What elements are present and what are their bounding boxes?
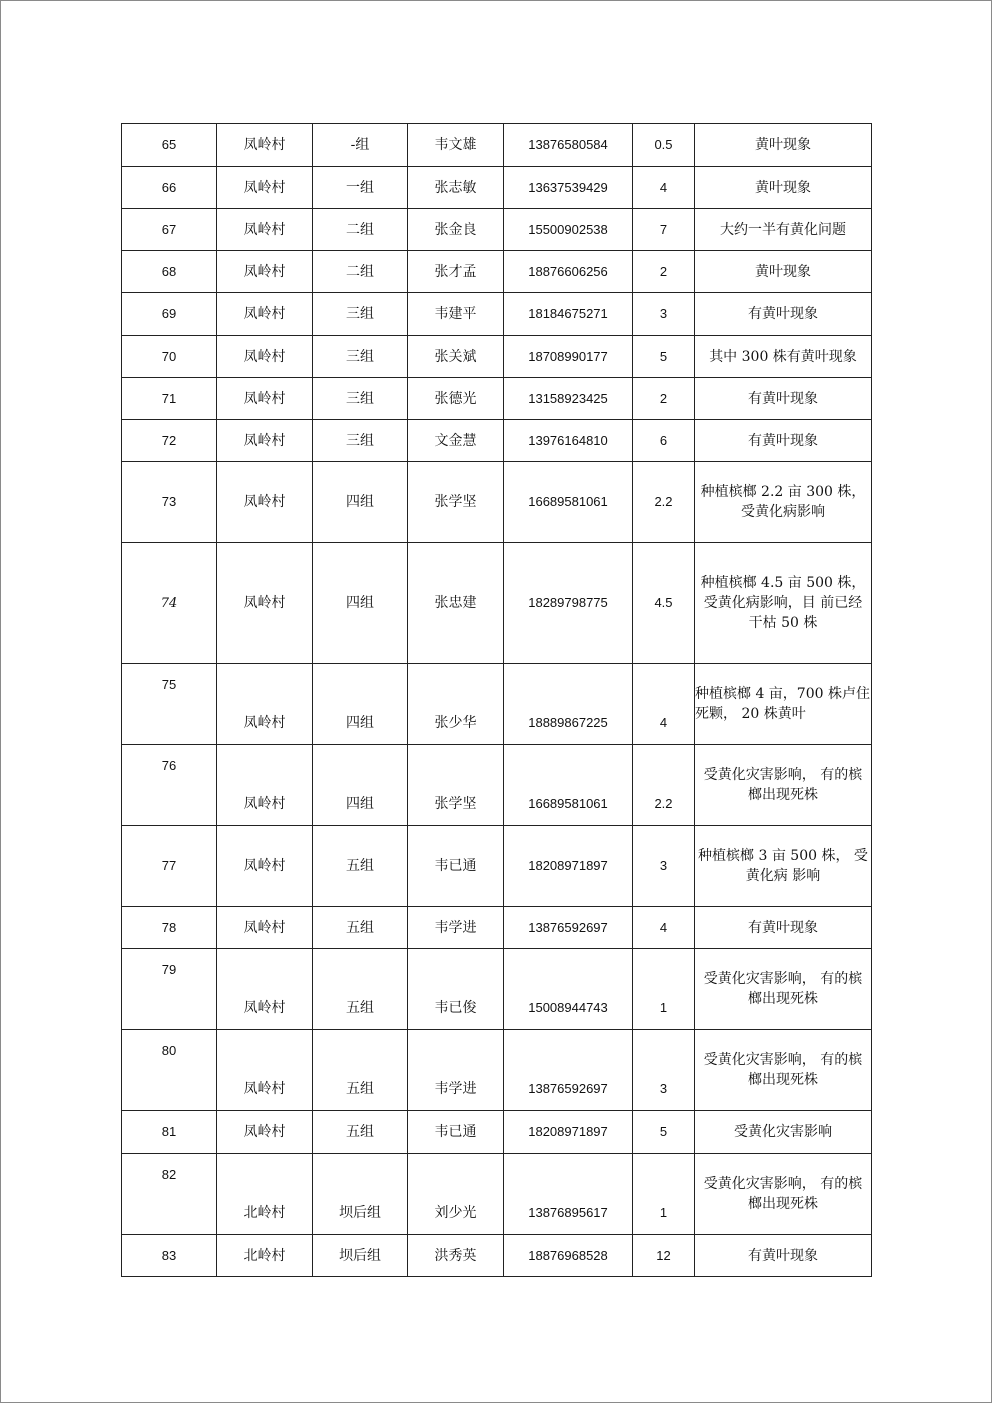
phone-cell: 18876606256 [504, 251, 633, 293]
group-cell: 四组 [313, 462, 408, 543]
area-cell: 3 [633, 826, 695, 907]
group-cell: 坝后组 [313, 1154, 408, 1235]
table-row [122, 664, 872, 745]
name-cell: 韦已俊 [408, 949, 504, 1030]
village-cell: 凤岭村 [217, 1111, 313, 1154]
row-index-cell: 66 [122, 167, 217, 209]
note-line: 受黄化灾害影响， 有的槟 [703, 767, 863, 783]
group-cell: 一组 [313, 167, 408, 209]
row-index-cell: 65 [122, 124, 217, 167]
area-cell: 7 [633, 209, 695, 251]
note-line: 榔出现死株 [748, 787, 818, 803]
note-line: 种植槟榔 3 亩 500 株， 受 [698, 848, 868, 864]
phone-cell: 18708990177 [504, 336, 633, 378]
village-cell: 凤岭村 [217, 124, 313, 167]
row-index-cell: 73 [122, 462, 217, 543]
note-cell [695, 1111, 872, 1154]
name-cell: 张才孟 [408, 251, 504, 293]
table-row [122, 826, 872, 907]
row-index-cell: 83 [122, 1235, 217, 1277]
name-cell: 韦文雄 [408, 124, 504, 167]
phone-cell: 18208971897 [504, 826, 633, 907]
note-line: 有黄叶现象 [748, 432, 818, 449]
note-line: 榔出现死株 [748, 991, 818, 1007]
row-index-cell: 71 [122, 378, 217, 420]
table-row [122, 293, 872, 336]
group-cell: 五组 [313, 949, 408, 1030]
phone-cell: 18289798775 [504, 543, 633, 664]
note-line: 有黄叶现象 [748, 1247, 818, 1264]
village-cell: 凤岭村 [217, 949, 313, 1030]
table-row [122, 907, 872, 949]
village-cell: 凤岭村 [217, 1030, 313, 1111]
note-cell [695, 1235, 872, 1277]
phone-cell: 15008944743 [504, 949, 633, 1030]
village-cell: 北岭村 [217, 1235, 313, 1277]
village-cell: 凤岭村 [217, 209, 313, 251]
row-index-cell: 77 [122, 826, 217, 907]
group-cell: 三组 [313, 378, 408, 420]
note-cell [695, 1030, 872, 1111]
village-cell: 凤岭村 [217, 167, 313, 209]
phone-cell: 18208971897 [504, 1111, 633, 1154]
phone-cell: 15500902538 [504, 209, 633, 251]
village-cell: 凤岭村 [217, 293, 313, 336]
note-cell [695, 826, 872, 907]
note-cell [695, 378, 872, 420]
phone-cell: 18889867225 [504, 664, 633, 745]
village-cell: 凤岭村 [217, 462, 313, 543]
note-line: 黄叶现象 [755, 263, 811, 280]
area-cell: 3 [633, 1030, 695, 1111]
note-line: 受黄化病影响 [741, 504, 825, 520]
name-cell: 文金慧 [408, 420, 504, 462]
note-line: 受黄化病影响，目 前已经 [703, 595, 863, 611]
phone-cell: 13637539429 [504, 167, 633, 209]
name-cell: 韦学进 [408, 907, 504, 949]
row-index-cell: 82 [122, 1154, 217, 1235]
village-cell: 北岭村 [217, 1154, 313, 1235]
group-cell: 五组 [313, 1030, 408, 1111]
phone-cell: 16689581061 [504, 745, 633, 826]
name-cell: 张志敏 [408, 167, 504, 209]
name-cell: 张忠建 [408, 543, 504, 664]
table-row [122, 745, 872, 826]
area-cell: 4 [633, 664, 695, 745]
row-index-cell: 80 [122, 1030, 217, 1111]
name-cell: 韦学进 [408, 1030, 504, 1111]
note-cell [695, 420, 872, 462]
phone-cell: 13876592697 [504, 907, 633, 949]
records-table [121, 123, 872, 1277]
row-index-cell: 81 [122, 1111, 217, 1154]
note-cell [695, 543, 872, 664]
name-cell: 张学坚 [408, 745, 504, 826]
group-cell: 二组 [313, 209, 408, 251]
village-cell: 凤岭村 [217, 664, 313, 745]
group-cell: 坝后组 [313, 1235, 408, 1277]
group-cell: 三组 [313, 336, 408, 378]
phone-cell: 13876580584 [504, 124, 633, 167]
area-cell: 4.5 [633, 543, 695, 664]
row-index-cell: 69 [122, 293, 217, 336]
group-cell: 五组 [313, 826, 408, 907]
name-cell: 张德光 [408, 378, 504, 420]
note-line: 榔出现死株 [748, 1072, 818, 1088]
note-cell [695, 167, 872, 209]
area-cell: 5 [633, 336, 695, 378]
area-cell: 2.2 [633, 745, 695, 826]
name-cell: 韦已通 [408, 826, 504, 907]
note-line: 有黄叶现象 [748, 919, 818, 936]
row-index-cell: 67 [122, 209, 217, 251]
phone-cell: 16689581061 [504, 462, 633, 543]
group-cell: 三组 [313, 420, 408, 462]
note-line: 榔出现死株 [748, 1196, 818, 1212]
table-row [122, 336, 872, 378]
group-cell: -组 [313, 124, 408, 167]
group-cell: 四组 [313, 745, 408, 826]
village-cell: 凤岭村 [217, 336, 313, 378]
note-line: 死颗， 20 株黄叶 [695, 706, 806, 722]
group-cell: 四组 [313, 664, 408, 745]
area-cell: 2.2 [633, 462, 695, 543]
area-cell: 6 [633, 420, 695, 462]
note-line: 种植槟榔 4.5 亩 500 株， [700, 575, 866, 591]
note-line: 其中 300 株有黄叶现象 [709, 348, 857, 365]
name-cell: 张关斌 [408, 336, 504, 378]
village-cell: 凤岭村 [217, 420, 313, 462]
area-cell: 1 [633, 949, 695, 1030]
note-line: 受黄化灾害影响， 有的槟 [703, 1052, 863, 1068]
village-cell: 凤岭村 [217, 251, 313, 293]
note-line: 受黄化灾害影响， 有的槟 [703, 1176, 863, 1192]
note-line: 黄化病 影响 [745, 868, 821, 884]
row-index-cell: 76 [122, 745, 217, 826]
row-index-cell: 68 [122, 251, 217, 293]
row-index-cell: 70 [122, 336, 217, 378]
note-cell [695, 949, 872, 1030]
area-cell: 4 [633, 167, 695, 209]
note-cell [695, 745, 872, 826]
village-cell: 凤岭村 [217, 745, 313, 826]
note-line: 受黄化灾害影响 [734, 1124, 832, 1140]
table-row [122, 1030, 872, 1111]
note-line: 大约一半有黄化问题 [720, 221, 846, 238]
table-row [122, 949, 872, 1030]
note-line: 黄叶现象 [755, 179, 811, 196]
area-cell: 0.5 [633, 124, 695, 167]
note-line: 种植槟榔 2.2 亩 300 株， [700, 484, 866, 500]
note-cell [695, 293, 872, 336]
table-row [122, 251, 872, 293]
group-cell: 四组 [313, 543, 408, 664]
name-cell: 张学坚 [408, 462, 504, 543]
phone-cell: 13976164810 [504, 420, 633, 462]
phone-cell: 13876592697 [504, 1030, 633, 1111]
table-row [122, 543, 872, 664]
table-row [122, 124, 872, 167]
group-cell: 五组 [313, 907, 408, 949]
phone-cell: 13158923425 [504, 378, 633, 420]
village-cell: 凤岭村 [217, 543, 313, 664]
area-cell: 2 [633, 378, 695, 420]
village-cell: 凤岭村 [217, 907, 313, 949]
table-row [122, 378, 872, 420]
name-cell: 韦建平 [408, 293, 504, 336]
note-line: 黄叶现象 [755, 137, 811, 153]
area-cell: 2 [633, 251, 695, 293]
note-line: 受黄化灾害影响， 有的槟 [703, 971, 863, 987]
area-cell: 1 [633, 1154, 695, 1235]
phone-cell: 18184675271 [504, 293, 633, 336]
row-index-cell: 78 [122, 907, 217, 949]
area-cell: 3 [633, 293, 695, 336]
group-cell: 三组 [313, 293, 408, 336]
row-index-cell: 75 [122, 664, 217, 745]
note-cell [695, 124, 872, 167]
note-line: 有黄叶现象 [748, 306, 818, 322]
table-row [122, 420, 872, 462]
phone-cell: 18876968528 [504, 1235, 633, 1277]
note-cell [695, 907, 872, 949]
name-cell: 刘少光 [408, 1154, 504, 1235]
village-cell: 凤岭村 [217, 378, 313, 420]
note-cell [695, 209, 872, 251]
note-cell [695, 251, 872, 293]
row-index-cell: 74 [122, 543, 217, 664]
table-row [122, 167, 872, 209]
note-cell [695, 1154, 872, 1235]
table-row [122, 1154, 872, 1235]
row-index-cell: 72 [122, 420, 217, 462]
name-cell: 张金良 [408, 209, 504, 251]
table-row [122, 1111, 872, 1154]
note-cell [695, 664, 872, 745]
village-cell: 凤岭村 [217, 826, 313, 907]
row-index-cell: 79 [122, 949, 217, 1030]
area-cell: 5 [633, 1111, 695, 1154]
note-cell [695, 462, 872, 543]
note-line: 有黄叶现象 [748, 390, 818, 407]
group-cell: 二组 [313, 251, 408, 293]
phone-cell: 13876895617 [504, 1154, 633, 1235]
area-cell: 4 [633, 907, 695, 949]
table-row [122, 462, 872, 543]
area-cell: 12 [633, 1235, 695, 1277]
note-cell [695, 336, 872, 378]
note-line: 干枯 50 株 [748, 615, 818, 631]
table-row [122, 209, 872, 251]
name-cell: 韦已通 [408, 1111, 504, 1154]
name-cell: 张少华 [408, 664, 504, 745]
name-cell: 洪秀英 [408, 1235, 504, 1277]
note-line: 种植槟榔 4 亩，700 株卢住 [695, 686, 870, 702]
table-row [122, 1235, 872, 1277]
group-cell: 五组 [313, 1111, 408, 1154]
